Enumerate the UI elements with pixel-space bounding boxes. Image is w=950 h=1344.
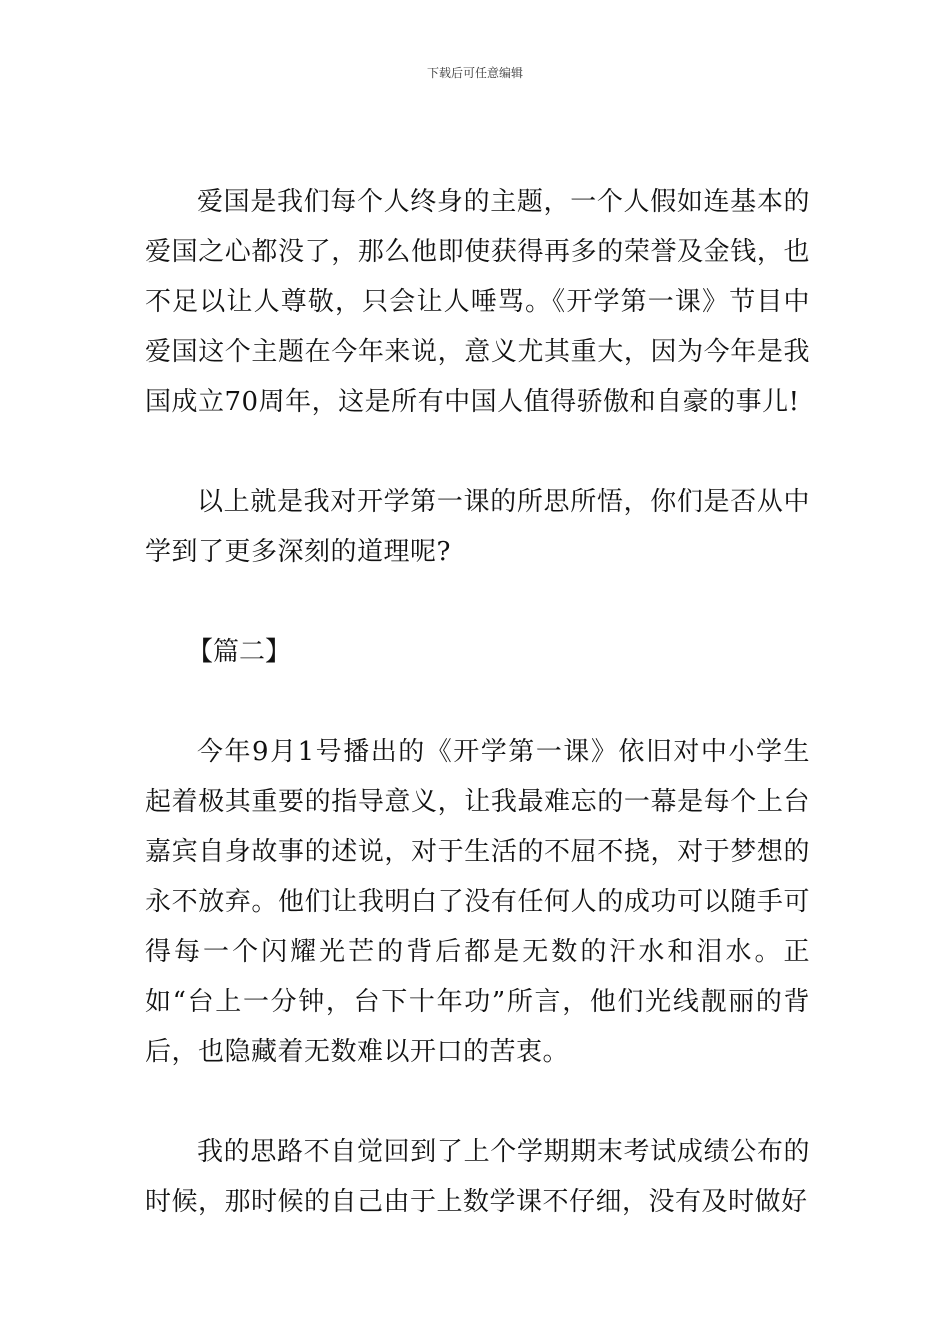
paragraph-patriotism: 爱国是我们每个人终身的主题，一个人假如连基本的爱国之心都没了，那么他即使获得再多的荣誉及金钱，也不足以让人尊敬，只会让人唾骂。《开学第一课》节目中爱国这个主题在今年来说，意义尤其重大，因为今年是我国成立70周年，这是所有中国人值得骄傲和自豪的事儿! <box>145 187 810 417</box>
section-heading: 【篇二】 <box>187 637 292 667</box>
paragraph-first-lesson: 今年9月1号播出的《开学第一课》依旧对中小学生起着极其重要的指导意义，让我最难忘的一幕是每个上台嘉宾自身故事的述说，对于生活的不屈不挠，对于梦想的永不放弃。他们让我明白了没有任何人的成功可以随手可得每一个闪耀光芒的背后都是无数的汗水和泪水。正如“台上一分钟，台下十年功”所言，他们光线靓丽的背后，也隐藏着无数难以开口的苦衷。 <box>145 737 810 1067</box>
paragraph-exam-memory: 我的思路不自觉回到了上个学期期末考试成绩公布的时候，那时候的自己由于上数学课不仔细，没有及时做好 <box>145 1137 810 1217</box>
document-body <box>145 177 810 1227</box>
paragraph-conclusion: 以上就是我对开学第一课的所思所悟，你们是否从中学到了更多深刻的道理呢? <box>145 487 810 567</box>
page-header: 下载后可任意编辑 <box>426 66 523 80</box>
